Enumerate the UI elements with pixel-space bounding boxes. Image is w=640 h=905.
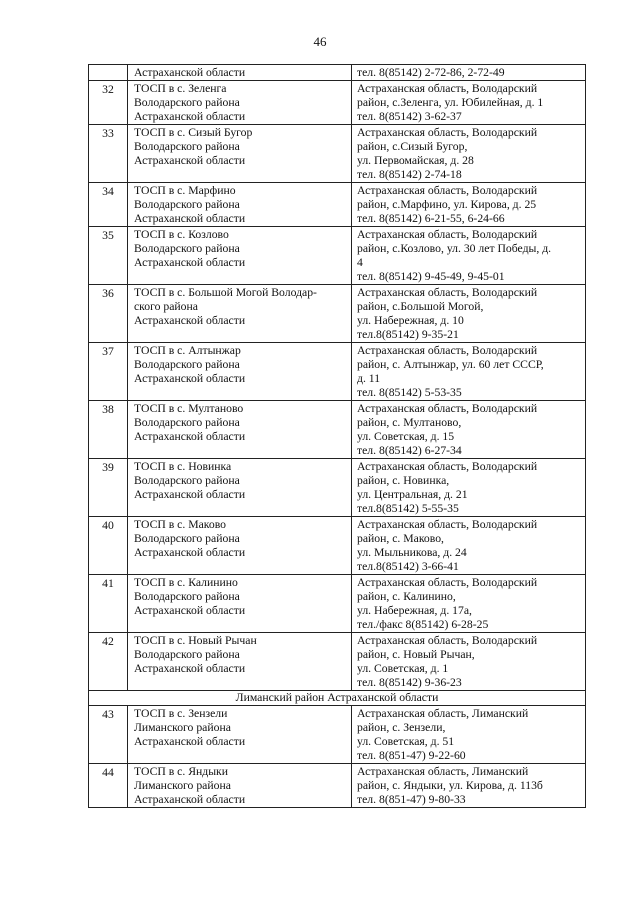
branch-address-line: Астраханская область, Володарский [357,344,538,357]
branch-address-line: д. 11 [357,372,381,385]
branch-name [128,227,352,285]
row-number [89,125,128,183]
branch-name-line: Астраханской области [134,735,246,748]
branch-address-line: тел. 8(85142) 2-74-18 [357,168,462,181]
branch-address-line: 4 [357,256,363,269]
branch-name-line: Астраханской области [134,604,246,617]
branch-address-line: ул. Советская, д. 51 [357,735,455,748]
row-number-line: 37 [102,345,114,358]
row-number [89,764,128,808]
branch-name-line: ТОСП в с. Мултаново [134,402,244,415]
branch-address [352,183,586,227]
branch-address-line: тел. 8(851-47) 9-22-60 [357,749,466,762]
branch-name [128,517,352,575]
branch-address-line: тел. 8(85142) 9-36-23 [357,676,462,689]
branch-name [128,575,352,633]
branch-address-line: Астраханская область, Лиманский [357,765,529,778]
branch-address-line: район, с.Зеленга, ул. Юбилейная, д. 1 [357,96,544,109]
branch-name-line: Володарского района [134,140,240,153]
branch-name-line: Володарского района [134,532,240,545]
branch-name-line: ТОСП в с. Новый Рычан [134,634,257,647]
branch-address-line: тел. 8(85142) 9-45-49, 9-45-01 [357,270,505,283]
branch-address-line: тел.8(85142) 5-55-35 [357,502,459,515]
branch-name-line: Володарского района [134,198,240,211]
table-row [89,227,586,285]
branch-name-line: ТОСП в с. Большой Могой Володар- [134,286,317,299]
branch-name-line: Астраханской области [134,314,246,327]
branch-address [352,517,586,575]
branch-name-line: ТОСП в с. Козлово [134,228,229,241]
table-row [89,183,586,227]
branch-address [352,764,586,808]
branch-address [352,459,586,517]
branch-address-line: район, с. Зензели, [357,721,446,734]
branch-name-line: Володарского района [134,648,240,661]
branch-address-line: ул. Центральная, д. 21 [357,488,468,501]
branch-address-line: Астраханская область, Володарский [357,126,538,139]
row-number-line: 44 [102,766,114,779]
branch-name [128,401,352,459]
branch-name-line: Астраханской области [134,488,246,501]
row-number [89,401,128,459]
table-row [89,706,586,764]
branch-name-line: Володарского района [134,96,240,109]
row-number-line: 34 [102,185,114,198]
branch-address-line: ул. Мыльникова, д. 24 [357,546,467,559]
branch-name [128,285,352,343]
branch-address-line: район, с. Алтынжар, ул. 60 лет СССР, [357,358,544,371]
branch-name-line: Володарского района [134,474,240,487]
row-number [89,65,128,81]
branch-name [128,125,352,183]
branch-name [128,633,352,691]
branch-address [352,125,586,183]
branch-name [128,706,352,764]
branch-name [128,65,352,81]
section-header: Лиманский район Астраханской области [89,691,586,706]
row-number [89,183,128,227]
branch-name-line: Астраханской области [134,793,246,806]
branch-address-line: Астраханская область, Володарский [357,576,538,589]
row-number-line: 38 [102,403,114,416]
branch-name-line: Володарского района [134,242,240,255]
table-row [89,125,586,183]
table-row [89,81,586,125]
branch-address-line: тел. 8(851-47) 9-80-33 [357,793,466,806]
table-row [89,343,586,401]
branch-name-line: Астраханской области [134,154,246,167]
branch-name-line: ТОСП в с. Марфино [134,184,236,197]
branch-address-line: Астраханская область, Володарский [357,228,538,241]
branch-address-line: тел. 8(85142) 6-27-34 [357,444,462,457]
branch-name [128,183,352,227]
table-body [89,65,586,808]
branch-name [128,459,352,517]
table-row [89,517,586,575]
branch-address-line: Астраханская область, Володарский [357,286,538,299]
branch-name-line: ТОСП в с. Зеленга [134,82,227,95]
row-number [89,285,128,343]
table-row [89,633,586,691]
branch-name-line: ТОСП в с. Зензели [134,707,228,720]
branch-name [128,343,352,401]
branch-address-line: тел.8(85142) 3-66-41 [357,560,459,573]
section-row [89,691,586,706]
branch-address [352,227,586,285]
branch-name-line: ТОСП в с. Маково [134,518,226,531]
branch-name-line: Астраханской области [134,110,246,123]
row-number [89,459,128,517]
branch-name [128,81,352,125]
branch-name-line: Володарского района [134,590,240,603]
branch-address-line: район, с. Мултаново, [357,416,462,429]
branch-name-line: Астраханской области [134,546,246,559]
row-number-line: 41 [102,577,114,590]
table-row [89,65,586,81]
branch-address-line: ул. Советская, д. 15 [357,430,455,443]
branch-name-line: Астраханской области [134,430,246,443]
table-row [89,575,586,633]
branch-name-line: Астраханской области [134,662,246,675]
branch-address-line: ул. Набережная, д. 17а, [357,604,472,617]
branch-name-line: Астраханской области [134,372,246,385]
page-number: 46 [313,34,327,49]
branch-address-line: тел./факс 8(85142) 6-28-25 [357,618,489,631]
row-number-line: 32 [102,83,114,96]
branch-name-line: Астраханской области [134,212,246,225]
branch-address-line: ул. Первомайская, д. 28 [357,154,474,167]
row-number [89,343,128,401]
row-number-line: 39 [102,461,114,474]
branch-address-line: Астраханская область, Володарский [357,460,538,473]
row-number-line: 42 [102,635,114,648]
branch-address [352,633,586,691]
branch-address-line: район, с.Марфино, ул. Кирова, д. 25 [357,198,537,211]
row-number-line: 43 [102,708,114,721]
row-number [89,633,128,691]
branches-table [88,64,586,808]
branch-address-line: Астраханская область, Володарский [357,634,538,647]
branch-name [128,764,352,808]
row-number-line: 40 [102,519,114,532]
branch-address [352,81,586,125]
branch-name-line: ТОСП в с. Алтынжар [134,344,241,357]
branch-name-line: Астраханской области [134,256,246,269]
branch-address [352,401,586,459]
row-number [89,517,128,575]
branch-address-line: ул. Набережная, д. 10 [357,314,464,327]
branch-address-line: Астраханская область, Володарский [357,402,538,415]
row-number-line: 36 [102,287,114,300]
row-number [89,227,128,285]
table-row [89,459,586,517]
branch-address-line: тел. 8(85142) 6-21-55, 6-24-66 [357,212,505,225]
branch-address-line: тел. 8(85142) 3-62-37 [357,110,462,123]
table-row [89,401,586,459]
branch-address [352,575,586,633]
branch-address-line: тел.8(85142) 9-35-21 [357,328,459,341]
table-row [89,285,586,343]
row-number [89,575,128,633]
branch-address-line: район, с.Сизый Бугор, [357,140,468,153]
row-number-line: 35 [102,229,114,242]
branch-address-line: район, с.Козлово, ул. 30 лет Победы, д. [357,242,552,255]
row-number [89,706,128,764]
branch-name-line: ТОСП в с. Новинка [134,460,232,473]
branch-name-line: Лиманского района [134,721,231,734]
table-row [89,764,586,808]
row-number-line: 33 [102,127,114,140]
branch-address-line: Астраханская область, Володарский [357,518,538,531]
branch-name-line: Володарского района [134,416,240,429]
branch-name-line: ТОСП в с. Калинино [134,576,238,589]
branch-address-line: район, с. Новый Рычан, [357,648,475,661]
branch-name-line: ского района [134,300,198,313]
branch-address-line: тел. 8(85142) 2-72-86, 2-72-49 [357,66,505,79]
branch-address-line: район, с. Маково, [357,532,444,545]
branch-address-line: район, с. Яндыки, ул. Кирова, д. 113б [357,779,543,792]
branch-address-line: Астраханская область, Володарский [357,184,538,197]
branch-address-line: тел. 8(85142) 5-53-35 [357,386,462,399]
branch-address-line: Астраханская область, Володарский [357,82,538,95]
branch-address [352,65,586,81]
branch-address-line: район, с. Новинка, [357,474,450,487]
branch-name-line: ТОСП в с. Яндыки [134,765,228,778]
branch-address-line: Астраханская область, Лиманский [357,707,529,720]
branch-address [352,343,586,401]
branch-name-line: Лиманского района [134,779,231,792]
branch-name-line: Астраханской области [134,66,246,79]
branch-address-line: ул. Советская, д. 1 [357,662,449,675]
row-number [89,81,128,125]
branch-address [352,706,586,764]
branch-address-line: район, с.Большой Могой, [357,300,484,313]
branch-address [352,285,586,343]
branch-name-line: Володарского района [134,358,240,371]
branch-name-line: ТОСП в с. Сизый Бугор [134,126,253,139]
branch-address-line: район, с. Калинино, [357,590,456,603]
